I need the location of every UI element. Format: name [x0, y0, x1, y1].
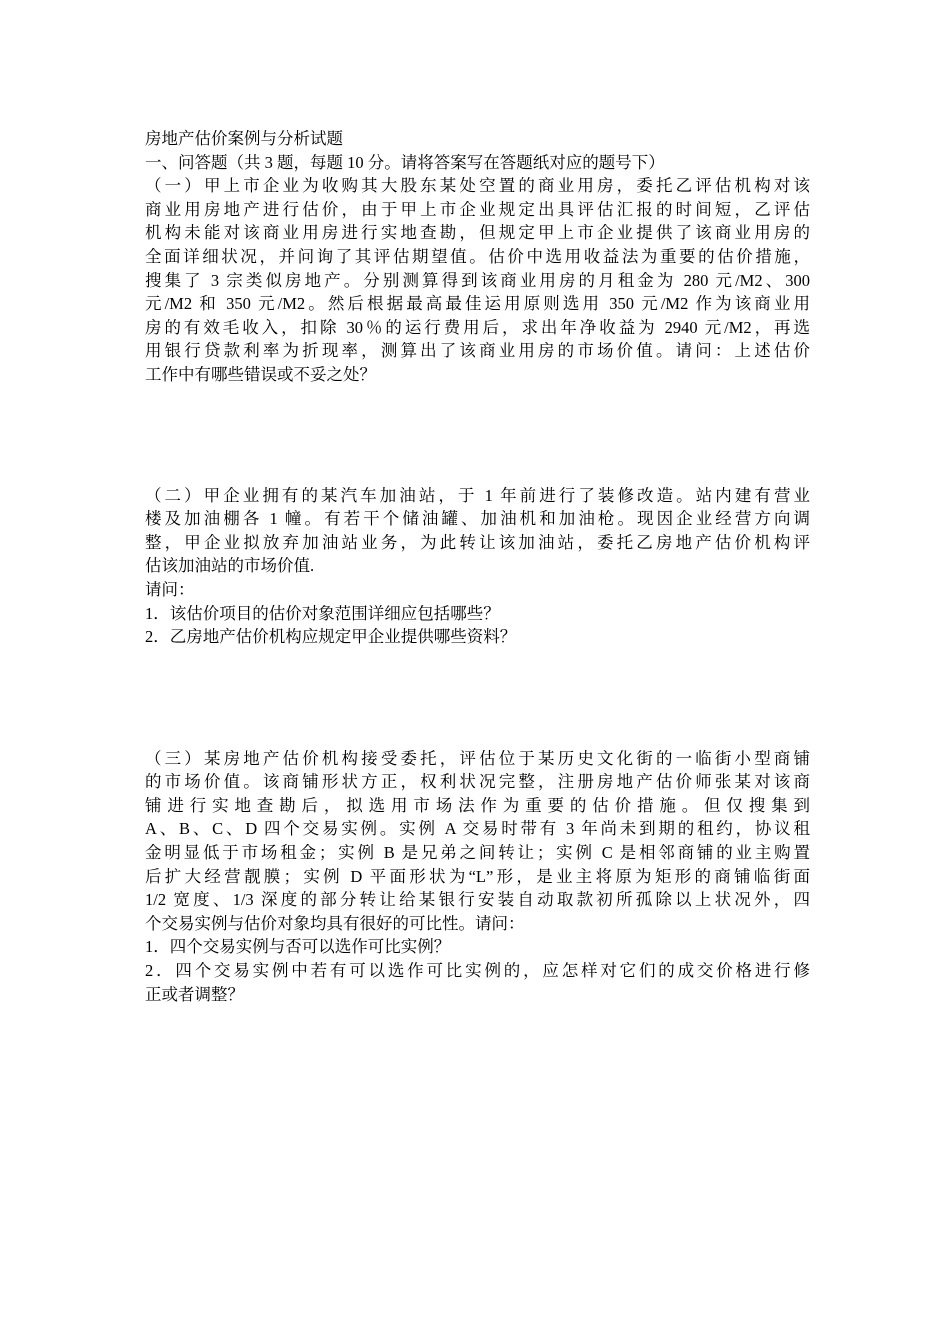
question-3-line: 的市场价值。该商铺形状方正，权利状况完整，注册房地产估价师张某对该商	[145, 772, 810, 792]
question-2-line: （二）甲企业拥有的某汽车加油站，于 1 年前进行了装修改造。站内建有营业	[145, 485, 810, 505]
answer-space	[145, 387, 810, 484]
question-1-line: 全面详细状况，并问询了其评估期望值。估价中选用收益法为重要的估价措施，	[145, 246, 810, 266]
question-3-line: 后扩大经营靓膜；实例 D 平面形状为“L”形，是业主将原为矩形的商铺临街面	[145, 866, 810, 886]
question-3-line: 金明显低于市场租金；实例 B 是兄弟之间转让；实例 C 是相邻商铺的业主购置	[145, 843, 810, 863]
question-3-item: 1．四个交易实例与否可以选作可比实例？	[145, 937, 451, 957]
question-1-line: （一）甲上市企业为收购其大股东某处空置的商业用房，委托乙评估机构对该	[145, 176, 810, 196]
question-1-line: 工作中有哪些错误或不妥之处？	[145, 364, 376, 384]
question-3-line: 个交易实例与估价对象均具有很好的可比性。请问：	[145, 913, 525, 933]
question-2-line: 整，甲企业拟放弃加油站业务，为此转让该加油站，委托乙房地产估价机构评	[145, 532, 810, 552]
question-2-line: 估该加油站的市场价值.	[145, 556, 315, 576]
question-3-item: 正或者调整？	[145, 984, 244, 1004]
question-1-line: 搜集了 3 宗类似房地产。分别测算得到该商业用房的月租金为 280 元/M2、300	[145, 270, 810, 290]
question-1-line: 商业用房地产进行估价，由于甲上市企业规定出具评估汇报的时间短，乙评估	[145, 199, 810, 219]
question-3-line: （三）某房地产估价机构接受委托，评估位于某历史文化街的一临街小型商铺	[145, 748, 810, 768]
question-1-line: 元/M2 和 350 元/M2。然后根据最高最佳运用原则选用 350 元/M2 作为该商业用	[145, 294, 810, 314]
question-3-item: 2．四个交易实例中若有可以选作可比实例的，应怎样对它们的成交价格进行修	[145, 961, 810, 981]
document-title: 房地产估价案例与分析试题	[145, 129, 343, 148]
question-1-line: 机构未能对该商业用房进行实地查勘，但规定甲上市企业提供了该商业用房的	[145, 223, 810, 243]
answer-space	[145, 649, 810, 747]
question-3-line: 铺进行实地查勘后，拟选用市场法作为重要的估价措施。但仅搜集到	[145, 795, 810, 815]
question-1-line: 用银行贷款利率为折现率，测算出了该商业用房的市场价值。请问：上述估价	[145, 341, 810, 361]
question-3-line: A、B、C、D 四个交易实例。实例 A 交易时带有 3 年尚未到期的租约，协议租	[145, 819, 810, 839]
question-2-ask: 请问：	[145, 579, 195, 599]
question-1	[145, 174, 810, 386]
document-body	[145, 127, 810, 1006]
question-1-line: 房的有效毛收入，扣除 30％的运行费用后，求出年净收益为 2940 元/M2，再选	[145, 317, 810, 337]
question-2-line: 楼及加油棚各 1 幢。有若干个储油罐、加油机和加油枪。现因企业经营方向调	[145, 509, 810, 529]
question-3	[145, 747, 810, 1007]
section-heading: 一、问答题（共 3 题，每题 10 分。请将答案写在答题纸对应的题号下）	[145, 152, 665, 172]
question-2	[145, 484, 810, 649]
question-3-line: 1/2 宽度、1/3 深度的部分转让给某银行安装自动取款初所孤除以上状况外，四	[145, 890, 810, 910]
question-2-item: 2．乙房地产估价机构应规定甲企业提供哪些资料？	[145, 627, 517, 647]
question-2-item: 1．该估价项目的估价对象范围详细应包括哪些？	[145, 603, 500, 623]
